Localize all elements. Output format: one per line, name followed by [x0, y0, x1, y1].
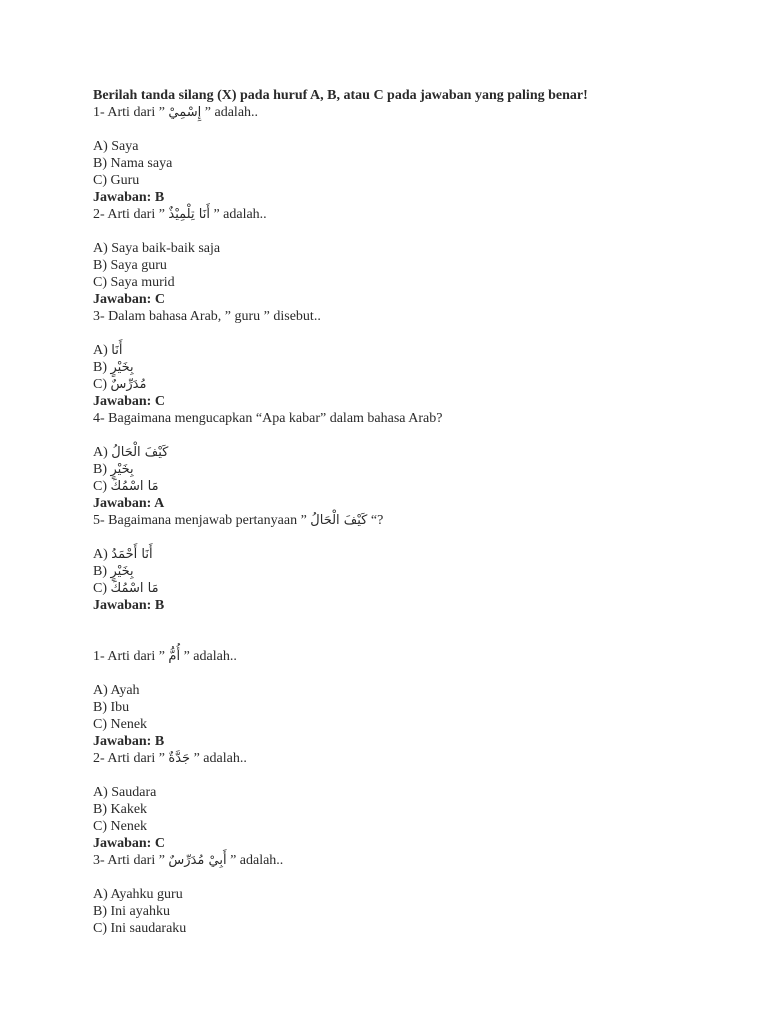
blank-line: [93, 223, 733, 240]
answer-option: C) Guru: [93, 173, 140, 188]
answer-option: [93, 461, 733, 478]
section-gap: [93, 614, 733, 648]
answer-option: [93, 444, 733, 461]
answer-option: C) Nenek: [93, 717, 148, 732]
question-prefix: 5- Bagaimana menjawab pertanyaan ”: [93, 513, 311, 528]
answer-option: B) Nama saya: [93, 156, 173, 171]
question-arabic: إِسْمِيْ: [168, 105, 202, 120]
option-arabic: مُدَرِّسٌ: [110, 377, 147, 392]
question-text: [93, 308, 733, 325]
option-label: C): [93, 581, 111, 596]
option-label: C): [93, 377, 111, 392]
question-prefix: 3- Arti dari ”: [93, 853, 169, 868]
answer-option: A) Saya: [93, 139, 139, 154]
question-text: [93, 410, 733, 427]
answer-option: [93, 563, 733, 580]
answer-key: Jawaban: B: [93, 190, 165, 205]
question-text: [93, 648, 733, 665]
option-arabic: أَنَا: [111, 343, 123, 358]
instruction-text: Berilah tanda silang (X) pada huruf A, B, atau C pada jawaban yang paling benar!: [93, 88, 588, 103]
question-arabic: أَنَا تِلْمِيْذٌ: [168, 207, 210, 222]
answer-option: [93, 546, 733, 563]
blank-line: [93, 869, 733, 886]
answer-option: [93, 342, 733, 359]
question-prefix: 1- Arti dari ”: [93, 105, 169, 120]
answer-option: C) Ini saudaraku: [93, 921, 187, 936]
answer-option: B) Kakek: [93, 802, 148, 817]
option-arabic: مَا اسْمُكَ: [110, 581, 159, 596]
question-text: [93, 750, 733, 767]
question-block: [93, 852, 733, 937]
option-arabic: أَنَا أَحْمَدُ: [111, 547, 153, 562]
question-suffix: ” adalah..: [190, 751, 247, 766]
question-block: [93, 750, 733, 852]
question-suffix: ” adalah..: [180, 649, 237, 664]
blank-line: [93, 427, 733, 444]
blank-line: [93, 529, 733, 546]
answer-option: [93, 580, 733, 597]
answer-key: Jawaban: C: [93, 292, 165, 307]
worksheet: [93, 87, 733, 937]
answer-option: A) Ayah: [93, 683, 140, 698]
blank-line: [93, 665, 733, 682]
blank-line: [93, 767, 733, 784]
question-prefix: 1- Arti dari ”: [93, 649, 169, 664]
option-arabic: بِخَيْرٍ: [110, 360, 134, 375]
option-label: B): [93, 564, 111, 579]
option-label: A): [93, 547, 112, 562]
question-block: [93, 104, 733, 206]
section-2: [93, 648, 733, 937]
question-block: [93, 410, 733, 512]
question-block: [93, 512, 733, 614]
option-arabic: بِخَيْرٍ: [110, 462, 134, 477]
answer-key: Jawaban: B: [93, 734, 165, 749]
question-suffix: “?: [367, 513, 384, 528]
question-block: [93, 308, 733, 410]
option-label: A): [93, 445, 112, 460]
question-prefix: 2- Arti dari ”: [93, 751, 169, 766]
answer-option: C) Saya murid: [93, 275, 175, 290]
question-arabic: كَيْفَ الْحَالُ: [310, 513, 368, 528]
answer-key: Jawaban: A: [93, 496, 165, 511]
option-arabic: كَيْفَ الْحَالُ: [111, 445, 169, 460]
answer-option: B) Saya guru: [93, 258, 167, 273]
question-arabic: أُمُّ: [168, 649, 181, 664]
question-block: [93, 648, 733, 750]
option-label: C): [93, 479, 111, 494]
answer-option: [93, 478, 733, 495]
answer-option: [93, 376, 733, 393]
question-suffix: ” adalah..: [209, 207, 267, 222]
question-prefix: 4- Bagaimana mengucapkan “Apa kabar” dalam bahasa Arab?: [93, 411, 443, 426]
question-suffix: ” adalah..: [226, 853, 284, 868]
question-suffix: ” adalah..: [201, 105, 259, 120]
option-label: A): [93, 343, 112, 358]
option-arabic: مَا اسْمُكَ: [110, 479, 159, 494]
question-text: [93, 852, 733, 869]
answer-option: B) Ibu: [93, 700, 130, 715]
option-label: B): [93, 462, 111, 477]
answer-option: A) Ayahku guru: [93, 887, 183, 902]
question-arabic: جَدَّةٌ: [168, 751, 191, 766]
question-arabic: أَبِيْ مُدَرِّسٌ: [168, 853, 227, 868]
answer-option: B) Ini ayahku: [93, 904, 170, 919]
answer-key: Jawaban: B: [93, 598, 165, 613]
blank-line: [93, 325, 733, 342]
section-1: [93, 104, 733, 614]
answer-option: A) Saya baik-baik saja: [93, 241, 221, 256]
answer-option: A) Saudara: [93, 785, 157, 800]
answer-option: C) Nenek: [93, 819, 148, 834]
answer-key: Jawaban: C: [93, 394, 165, 409]
option-arabic: بِخَيْرٍ: [110, 564, 134, 579]
blank-line: [93, 121, 733, 138]
question-text: [93, 512, 733, 529]
question-text: [93, 206, 733, 223]
question-text: [93, 104, 733, 121]
question-block: [93, 206, 733, 308]
answer-key: Jawaban: C: [93, 836, 165, 851]
option-label: B): [93, 360, 111, 375]
answer-option: [93, 359, 733, 376]
question-prefix: 2- Arti dari ”: [93, 207, 169, 222]
question-prefix: 3- Dalam bahasa Arab, ” guru ” disebut..: [93, 309, 321, 324]
